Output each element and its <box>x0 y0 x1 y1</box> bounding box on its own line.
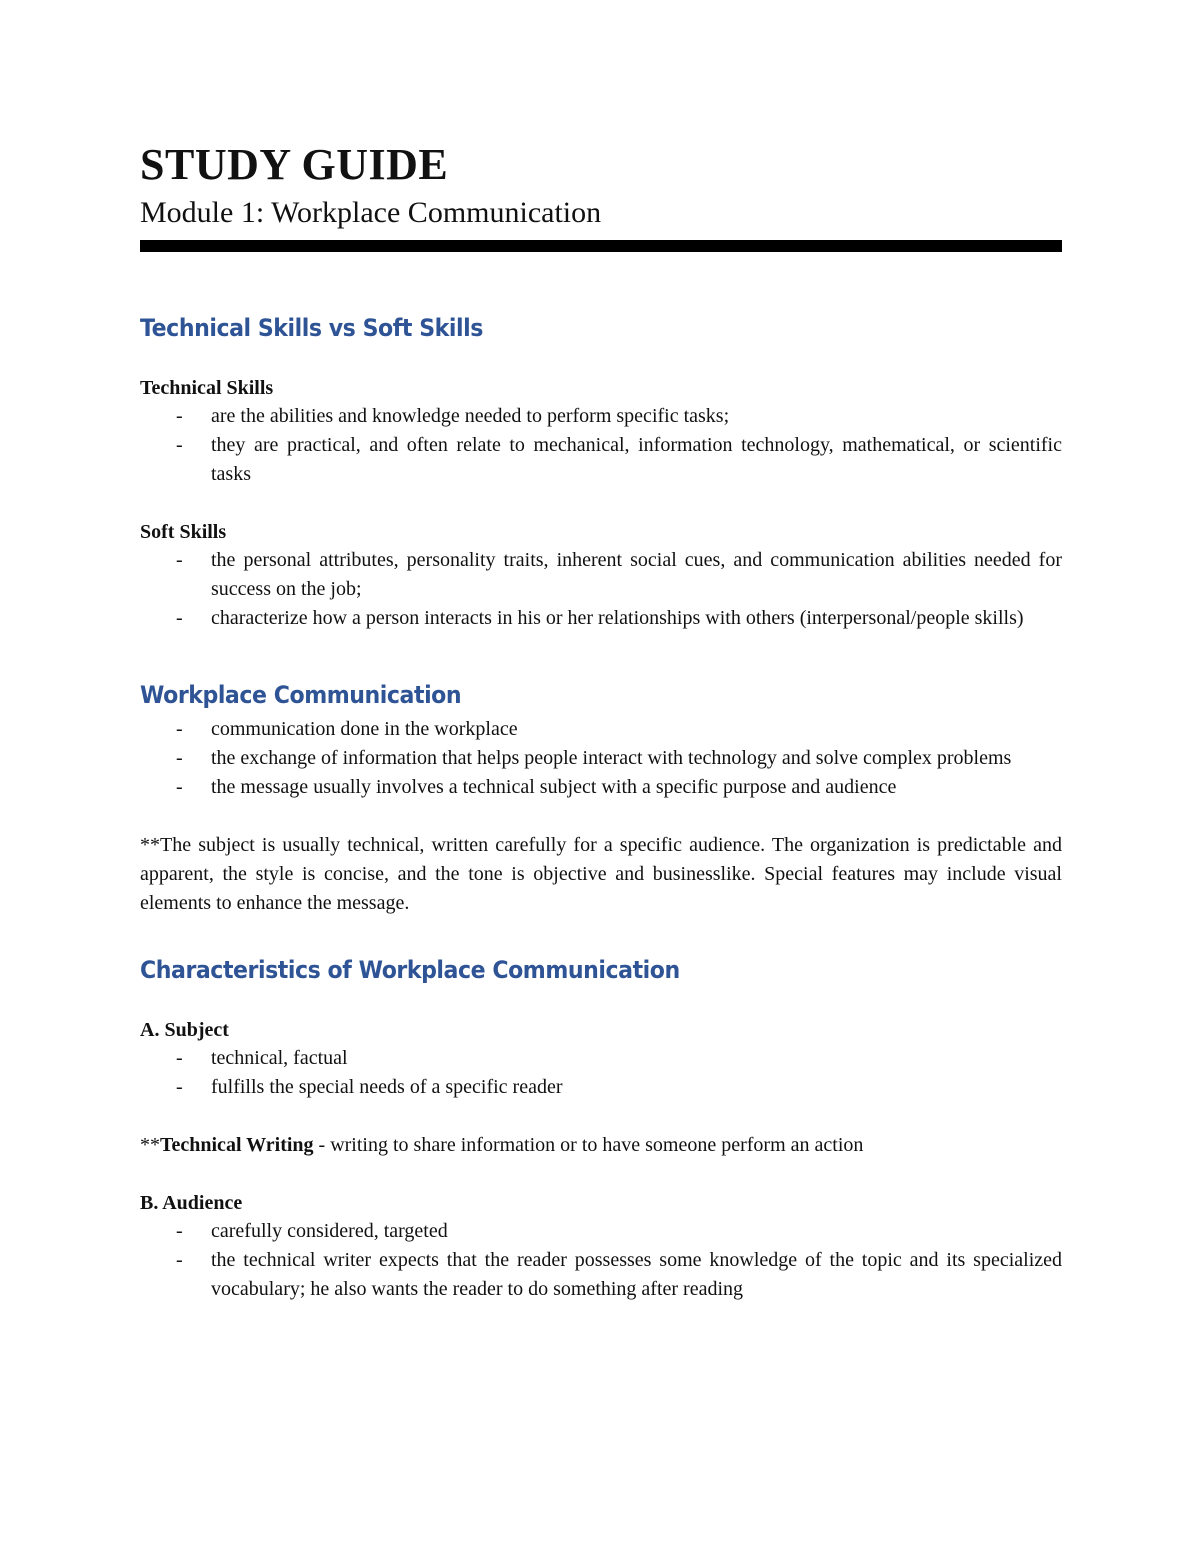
technical-skills-list <box>140 402 1062 489</box>
study-guide-page <box>140 140 1062 1304</box>
technical-writing-term: Technical Writing <box>160 1134 314 1156</box>
bullet-dash: - <box>176 776 183 798</box>
list-item: - carefully considered, targeted <box>140 1217 1062 1246</box>
bullet-dash: - <box>176 718 183 740</box>
workplace-communication-list <box>140 715 1062 802</box>
bullet-dash: - <box>176 747 183 769</box>
list-item: - technical, factual <box>140 1044 1062 1073</box>
workplace-note: **The subject is usually technical, written carefully for a specific audience. The organization is predictable and apparent, the style is concise, and the tone is objective and businesslike. Special features may include visual elements to enhance the message. <box>140 834 1062 914</box>
bullet-dash: - <box>176 1220 183 1242</box>
bullet-dash: - <box>176 1047 183 1069</box>
subject-list <box>140 1044 1062 1102</box>
audience-list <box>140 1217 1062 1304</box>
list-item: - they are practical, and often relate to mechanical, information technology, mathematical, or scientific tasks <box>140 431 1062 489</box>
list-item: - the message usually involves a technical subject with a specific purpose and audience <box>140 773 1062 802</box>
list-item: - the personal attributes, personality traits, inherent social cues, and communication abilities needed for success on the job; <box>140 546 1062 604</box>
bullet-dash: - <box>176 434 183 456</box>
list-item: - communication done in the workplace <box>140 715 1062 744</box>
title-divider <box>140 240 1062 252</box>
term-soft-skills: Soft Skills <box>140 521 227 543</box>
soft-skills-list <box>140 546 1062 633</box>
document-subtitle: Module 1: Workplace Communication <box>140 196 602 229</box>
section-heading-characteristics: Characteristics of Workplace Communication <box>140 956 680 984</box>
section-heading-skills: Technical Skills vs Soft Skills <box>140 314 483 342</box>
bullet-dash: - <box>176 607 183 629</box>
bullet-dash: - <box>176 1076 183 1098</box>
technical-writing-note: **Technical Writing - writing to share information or to have someone perform an action <box>140 1134 864 1156</box>
bullet-dash: - <box>176 549 183 571</box>
term-technical-skills: Technical Skills <box>140 377 274 399</box>
section-heading-workplace: Workplace Communication <box>140 681 462 709</box>
list-item: - are the abilities and knowledge needed to perform specific tasks; <box>140 402 1062 431</box>
list-item: - characterize how a person interacts in his or her relationships with others (interpersonal/people skills) <box>140 604 1062 633</box>
bullet-dash: - <box>176 405 183 427</box>
list-item: - the technical writer expects that the reader possesses some knowledge of the topic and its specialized vocabulary; he also wants the reader to do something after reading <box>140 1246 1062 1304</box>
document-title: STUDY GUIDE <box>140 140 449 189</box>
term-audience: B. Audience <box>140 1192 243 1214</box>
list-item: - fulfills the special needs of a specific reader <box>140 1073 1062 1102</box>
bullet-dash: - <box>176 1249 183 1271</box>
term-subject: A. Subject <box>140 1019 229 1041</box>
list-item: - the exchange of information that helps people interact with technology and solve complex problems <box>140 744 1062 773</box>
